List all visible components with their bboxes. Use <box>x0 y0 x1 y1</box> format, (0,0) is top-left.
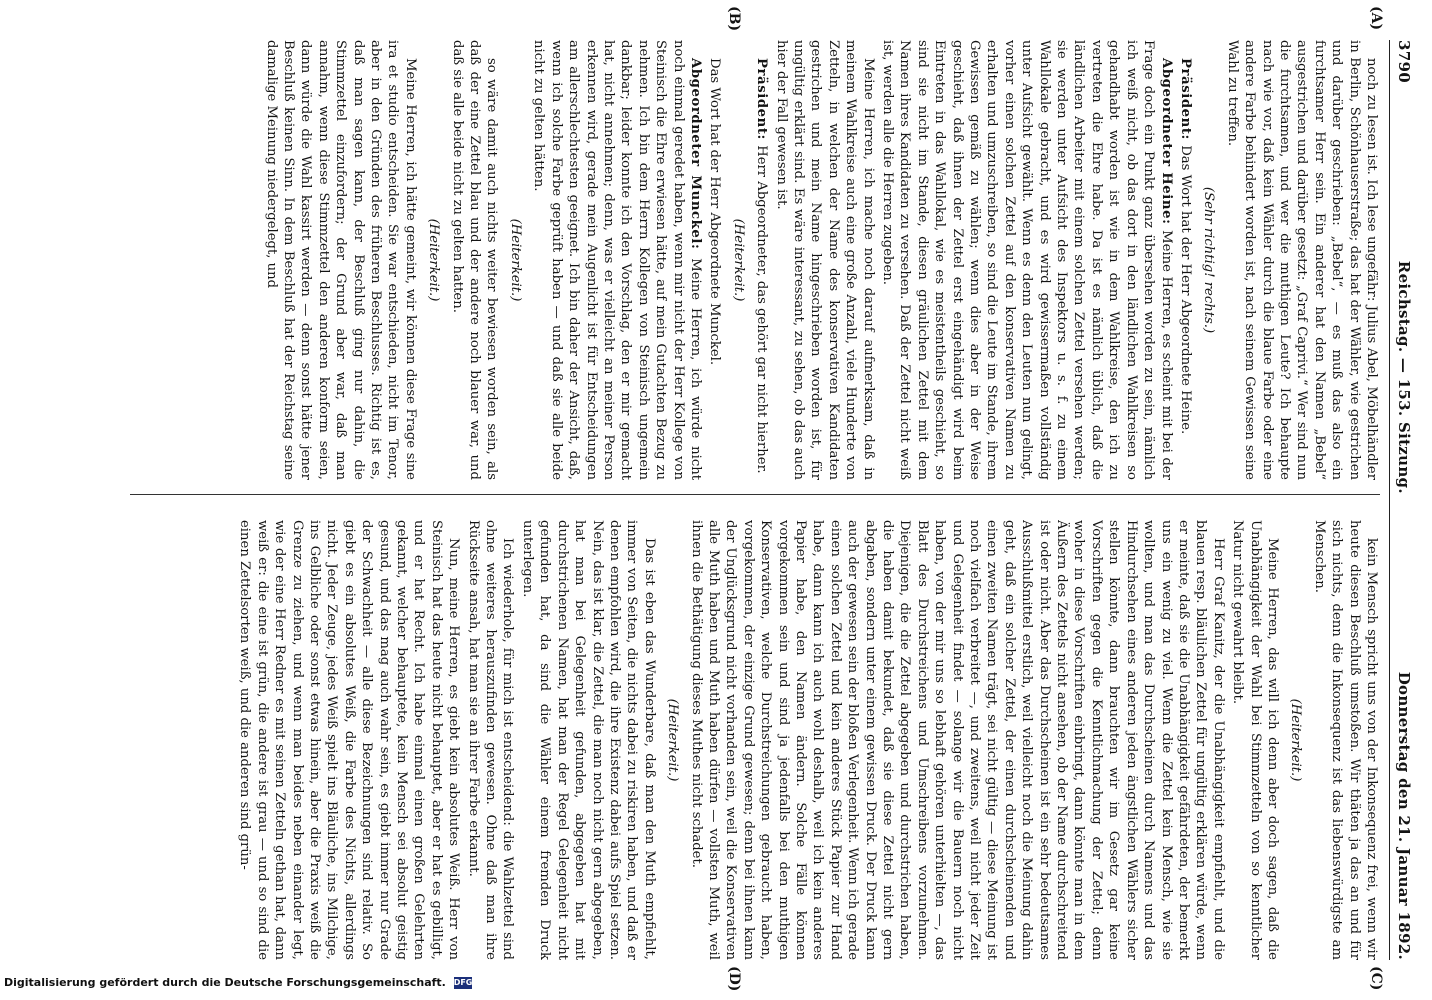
paragraph-text: kein Mensch spricht uns von der Inkonsequenz frei, wenn wir heute diesen Beschluß umstoßen. Wir thäten ja das an und für sich nichts, denn die Inkonsequenz ist das liebenswürdigste am Menschen. <box>1311 520 1379 960</box>
paragraph <box>706 40 723 480</box>
paragraph-text: so wäre damit auch nichts weiter bewiesen worden sein, als daß der eine Zettel blau und der andere noch blauer war, und daß sie alle beide nicht zu gelten hatten. <box>449 40 500 480</box>
stage-direction: (Heiterkeit.) <box>1288 698 1304 782</box>
paragraph-text: Meine Herren, ich hätte gemeint, wir können diese Frage sine ira et studio entscheiden. Sie war entschieden, nicht im Tenor, aber in den Gründen des früheren Beschlusses. Richtig ist es, daß man sagen kann, der Beschluß ging nur dahin, die Stimmzettel einzufordern; der Grund aber war, daß man annahm, wenn diese Stimmzettel den anderen konform seien, dann würde die Wahl kassirt werden — denn sonst hätte jener Beschluß keinen Sinn. In dem Beschluß hat der Reichstag seine damalige Meinung niedergelegt, und <box>263 40 418 480</box>
paragraph <box>519 520 658 960</box>
paragraph-text: Das Wort hat der Herr Abgeordnete Heine. <box>1177 145 1193 435</box>
paragraph-text: Meine Herren, das will ich denn aber doch sagen, daß die Unabhängigkeit der Wahl bei Stimmzetteln von so kenntlicher Natur nicht gewahrt bleibt. <box>1230 520 1280 960</box>
stage-direction: (Heiterkeit.) <box>730 218 746 302</box>
paragraph-text: Ich wiederhole, für mich ist entscheidend: die Wahlzettel sind ohne weiteres herauszufinden gewesen. Ohne daß man ihre Rückseite ansah, hat man sie an ihrer Farbe erkannt. <box>465 520 516 960</box>
page-number: 3790 <box>1395 40 1413 83</box>
stage-direction: (Heiterkeit.) <box>426 218 442 302</box>
margin-marker-c: (C) <box>1368 966 1384 991</box>
paragraph <box>1310 520 1380 960</box>
paragraph-text: Das ist eben das Wunderbare, daß man den Muth empfiehlt, immer von Seiten, die nichts dabei zu riskiren haben, und daß er denen empfohlen wird, die ihre Existenz dabei aufs Spiel setzen. Nein, das ist klar, die Zettel, die man noch nicht gern abgegeben, hat man bei Gelegenheit gefunden, abgegeben hat mit durchstrichenen Namen, hat man der Regel Gelegenheit nicht gefunden hat, da sind die Wähler einem fremden Druck unterlegen. <box>519 520 657 960</box>
dfg-logo: DFG <box>453 978 473 987</box>
stage-direction: (Heiterkeit.) <box>665 698 681 782</box>
margin-marker-d: (D) <box>726 966 742 992</box>
margin-marker-b: (B) <box>726 6 742 32</box>
paragraph-text: noch zu lesen ist. Ich lese ungefähr: Julius Abel, Möbelhändler in Berlin, Schönhauserstraße; das hat der Wähler, wie gestrichen und darüber geschrieben: „Bebel“, — es muß das also ein furchtsamer Herr sein. Ein anderer hat den Namen „Bebel“ ausgestrichen und darüber gesetzt: „Graf Caprivi.“ Wer sind nun die furchtsamen, und wer die muthigen Leute? Ich behaupte nach wie vor, daß kein Wähler durch die blaue Farbe oder eine andere Farbe behindert worden ist, nach seinem Gewissen seine Wahl zu treffen. <box>1224 40 1379 480</box>
paragraph-text: Nun, meine Herren, es giebt kein absolutes Weiß. Herr von Steinisch hat das heute nicht behauptet, aber er hat es gebilligt, und er hat Recht. Ich habe einmal einen großen Gelehrten gekannt, welcher behauptete, kein Mensch sei absolut geistig gesund, und das mag auch wahr sein, es giebt immer nur Grade der Schwachheit — alle diese Bezeichnungen sind relativ. So giebt es ein absolutes Weiß, die Farbe des Nichts, allerdings nicht. Jeder Zeuge, jedes Weiß spielt ins Bläuliche, ins Milchige, ins Gelbliche oder sonst etwas hinein, aber die Praxis weiß die Grenze zu ziehen, und wenn man beides neben einander legt, wie der eine Herr Redner es mit seinen Zetteln gethan hat, dann weiß er: die eine ist grün, die andere ist grau — und so sind die einen Zettelsorten weiß, und die anderen sind grün- <box>237 520 462 960</box>
paragraph <box>772 40 876 480</box>
paragraph <box>1177 40 1194 480</box>
paragraph <box>464 520 516 960</box>
paragraph <box>448 40 500 480</box>
column-divider <box>130 494 1380 495</box>
page-header <box>1389 40 1418 960</box>
paragraph-text: Meine Herren, ich würde nicht noch einmal geredet haben, wenn mir nicht der Herr Kollege von Steinisch die Ehre erwiesen hätte, auf mein Gutachten Bezug zu nehmen. Ich bin dem Herrn Kollegen von Steinisch ungemein dankbar; leider konnte ich den Vorschlag, den er mir gemacht hat, nicht annehmen; denn, was er vielleicht an meiner Person erkennen wird, gerade mein Augenlicht ist für Entscheidungen am allerschlechtesten geeignet. Ich bin daher der Ansicht, daß, wenn ich solche Farbe geprüft haben — und daß sie alle beide nicht zu gelten hätten. <box>531 40 703 480</box>
paragraph <box>687 520 1227 960</box>
paragraph-text: Das Wort hat der Herr Abgeordnete Munckel. <box>707 58 723 366</box>
speaker-name: Abgeordneter Munckel: <box>687 58 703 259</box>
session-date: Donnerstag den 21. Januar 1892. <box>1395 671 1413 960</box>
stage-direction: (Sehr richtig! rechts.) <box>1201 186 1217 334</box>
paragraph-text: Herr Graf Kanitz, der die Unabhängigkeit empfiehlt, und die blauen resp. bläulichen Zettel für ungültig erklären würde, wenn er meinte, daß sie die Unabhängigkeit gefährdeten, der bemerkt uns ein wenig zu viel. Wenn die Zettel kein Mensch, wie sie wollten, und man das Durchscheinen durch Namens und das Hindurchsehen eines anderen jeden ängstlichen Wählers sicher stellen könnte, dann brauchten wir im Gesetz gar keine Vorschriften gegen die Kenntlichmachung der Zettel; denn woher in diese Vorschriften einbringt, dann könnte man in dem Äußern des Zettels nicht ansehen, ob der Name durchschreitend ist oder nicht. Aber das Durchscheinen ist ein sehr bedeutsames Ausschlußmittel erstlich, weil vielleicht noch die Meinung dahin geht, daß ein solcher Zettel, der einen durchscheinenden und einen zweiten Namen trägt, sei nicht gültig — diese Meinung ist noch vielfach verbreitet —, und zweitens, weil nicht jeder Zeit und Gelegenheit findet — solange wir die Bauern noch nicht haben, von der mir uns so lebhaft gehören unterhielten —, das Blatt des Durchstreichens und Umschreibens vorzunehmen. Diejenigen, die die Zettel abgegeben und durchstrichen haben, die haben damit bekundet, daß sie diese Zettel nicht gern abgaben, sondern unter einem gewissen Druck. Der Druck kann auch der gewesen sein der bloßen Verlegenheit. Wenn ich gerade einen solchen Zettel und kein anderes Stück Papier zur Hand habe, dann kann ich auch wohl deshalb, weil ich kein anderes Papier habe, den Namen ändern. Solche Fälle können vorgekommen sein und sind ja jedenfalls bei den muthigen Konservativen, welche Durchstreichungen gebraucht haben, vorgekommen, der einzige Grund gewesen; denn bei ihnen kann der Unglücksgrund nicht vorhanden sein, weil die Konservativen alle Muth haben und Muth haben dürfen — vollsten Muth, weil ihnen die Bethätigung dieses Muthes nicht schadet. <box>688 520 1226 960</box>
paragraph-text: Meine Herren, es scheint mit bei der Frage doch ein Punkt ganz übersehen worden zu sein, nämlich ich weiß nicht, ob das dort in den ländlichen Wahlkreisen so gehandhabt worden ist wie in dem Wahlkreise, den ich zu vertreten die Ehre habe. Da ist es nämlich üblich, daß die ländlichen Arbeiter mit einem solchen Zettel versehen werden; sie werden unter Aufsicht des Inspektors u. s. f. zu einem Wahllokale gebracht, und es wird gewissermaßen vollständig unter Aufsicht gewählt. Wenn es denn den Leuten nun gelingt, vorher einen solchen Zettel auf den konservativen Namen zu erhalten und umzuschreiben, so sind die Leute im Stande, ihrem Gewissen gemäß zu wählen; wenn dies aber in der Weise geschieht, daß ihnen der Zettel erst eingehändigt wird beim Eintreten in das Wahllokal, wie es meistentheils geschieht, so sind sie nicht im Stande, diesen gräulichen Zettel mit dem Namen ihres Kandidaten zu versehen. Daß der Zettel nicht weiß ist, werden alle die Herren zugeben. <box>880 40 1174 480</box>
speaker-name: Abgeordneter Heine: <box>1158 58 1174 231</box>
paragraph <box>530 40 704 480</box>
paragraph <box>1223 40 1380 480</box>
footer-credit <box>0 976 1432 1000</box>
speaker-name: Präsident: <box>1177 58 1193 146</box>
paragraph-text: Herr Abgeordneter, das gehört gar nicht hierher. <box>754 145 770 474</box>
speaker-name: Präsident: <box>754 58 770 146</box>
paragraph <box>262 40 419 480</box>
footer-text: Digitalisierung gefördert durch die Deutsche Forschungsgemeinschaft. <box>4 976 446 989</box>
paragraph <box>1229 520 1281 960</box>
right-column <box>130 520 1380 960</box>
paragraph <box>879 40 1175 480</box>
paragraph <box>753 40 770 480</box>
stage-direction: (Heiterkeit.) <box>507 218 523 302</box>
paragraph <box>236 520 462 960</box>
left-column <box>130 40 1380 480</box>
paragraph-text: Meine Herren, ich mache noch darauf aufmerksam, daß in meinem Wahlkreise auch eine große Anzahl, viele Hunderte von Zetteln, in welchen der Name des konservativen Kandidaten gestrichen und mein Name hingeschrieben worden ist, für ungültig erklärt sind. Es wäre interessant, zu sehen, ob das auch hier der Fall gewesen ist. <box>773 40 876 480</box>
session-title: Reichstag. — 153. Sitzung. <box>1395 260 1413 494</box>
margin-marker-a: (A) <box>1368 6 1384 31</box>
